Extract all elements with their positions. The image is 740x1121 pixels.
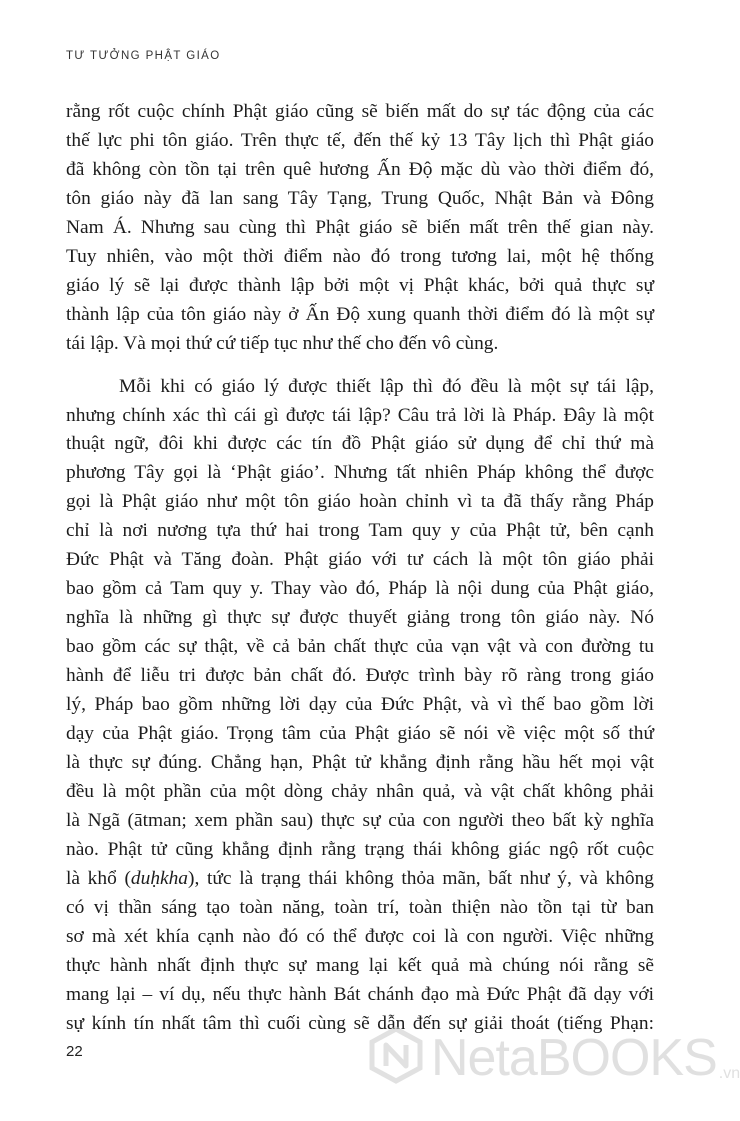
text-line: sơ mà xét khía cạnh nào đó có thể được coi là con người. Việc những [66,925,654,947]
text-line: bao gồm các sự thật, về cả bản chất thực của vạn vật và con đường tu [66,636,654,658]
text-line: Nam Á. Nhưng sau cùng thì Phật giáo sẽ biến mất trên thế gian này. [66,216,654,238]
text-line: lý, Pháp bao gồm những lời dạy của Đức Phật, và vì thế bao gồm lời [66,694,654,716]
text-line: mang lại – ví dụ, nếu thực hành Bát chánh đạo mà Đức Phật đã dạy với [66,983,654,1005]
text-fragment: ), tức là trạng thái không thỏa mãn, bất như ý, và không [188,867,654,889]
text-line: thực hành nhất định thực sự mang lại kết quả mà chúng nói rằng sẽ [66,954,654,976]
text-line: Mỗi khi có giáo lý được thiết lập thì đó đều là một sự tái lập, [119,375,654,397]
text-line: dạy của Phật giáo. Trọng tâm của Phật giáo sẽ nói về việc một số thứ [66,723,654,745]
watermark-brand: NetaBOOKS [431,1028,717,1087]
text-line: là Ngã (ātman; xem phần sau) thực sự của con người theo bất kỳ nghĩa [66,809,654,831]
text-fragment: là khổ ( [66,867,131,889]
neta-logo-icon [367,1026,425,1089]
text-line: giáo lý sẽ lại được thành lập bởi một vị Phật khác, bởi quả thực sự [66,274,654,296]
paragraph-2 [66,373,654,1039]
text-line: tôn giáo này đã lan sang Tây Tạng, Trung Quốc, Nhật Bản và Đông [66,187,654,209]
italic-term: duḥkha [130,867,189,889]
text-line: nào. Phật tử cũng khẳng định rằng trạng thái không giác ngộ rốt cuộc [66,838,654,860]
text-line: phương Tây gọi là ‘Phật giáo’. Nhưng tất nhiên Pháp không thể được [66,462,654,484]
text-line: là thực sự đúng. Chẳng hạn, Phật tử khẳng định rằng hầu hết mọi vật [66,751,654,773]
text-line: tái lập. Và mọi thứ cứ tiếp tục như thế cho đến vô cùng. [66,332,499,354]
text-line: thuật ngữ, đôi khi được các tín đồ Phật giáo sử dụng để chỉ thứ mà [66,433,654,455]
text-line: đều là một phần của một dòng chảy nhân quả, và vật chất không phải [66,780,654,802]
text-line: đã không còn tồn tại trên quê hương Ấn Độ mặc dù vào thời điểm đó, [66,158,654,180]
text-line: bao gồm cả Tam quy y. Thay vào đó, Pháp là nội dung của Phật giáo, [66,578,654,600]
text-line: Tuy nhiên, vào một thời điểm nào đó trong tương lai, một hệ thống [66,245,654,267]
running-head: TƯ TƯỞNG PHẬT GIÁO [66,50,221,62]
text-line: sự kính tín nhất tâm thì cuối cùng sẽ dẫn đến sự giải thoát (tiếng Phạn: [66,1012,654,1034]
text-line: gọi là Phật giáo như một tôn giáo hoàn chỉnh vì ta đã thấy rằng Pháp [66,491,654,513]
text-line: rằng rốt cuộc chính Phật giáo cũng sẽ biến mất do sự tác động của các [66,101,654,122]
text-line: chỉ là nơi nương tựa thứ hai trong Tam quy y của Phật tử, bên cạnh [66,520,654,542]
text-line: có vị thần sáng tạo toàn năng, toàn trí, toàn thiện nào tồn tại từ ban [66,896,654,918]
text-line: nhưng chính xác thì cái gì được tái lập? Câu trả lời là Pháp. Đây là một [66,404,654,426]
watermark-tld: .vn [718,1065,740,1082]
text-line: thế lực phi tôn giáo. Trên thực tế, đến thế kỷ 13 Tây lịch thì Phật giáo [66,129,654,151]
text-line: nghĩa là những gì thực sự được thuyết giảng trong tôn giáo này. Nó [66,607,654,629]
text-line: hành để liễu tri được bản chất đó. Được trình bày rõ ràng trong giáo [66,665,654,687]
body-text [66,98,654,1039]
text-line: Đức Phật và Tăng đoàn. Phật giáo với tư cách là một tôn giáo phải [66,549,654,571]
page-number: 22 [66,1043,83,1060]
text-line: thành lập của tôn giáo này ở Ấn Độ xung quanh thời điểm đó là một sự [66,303,654,325]
paragraph-1 [66,98,654,359]
watermark [367,1026,740,1089]
text-line-dukkha [66,865,654,894]
